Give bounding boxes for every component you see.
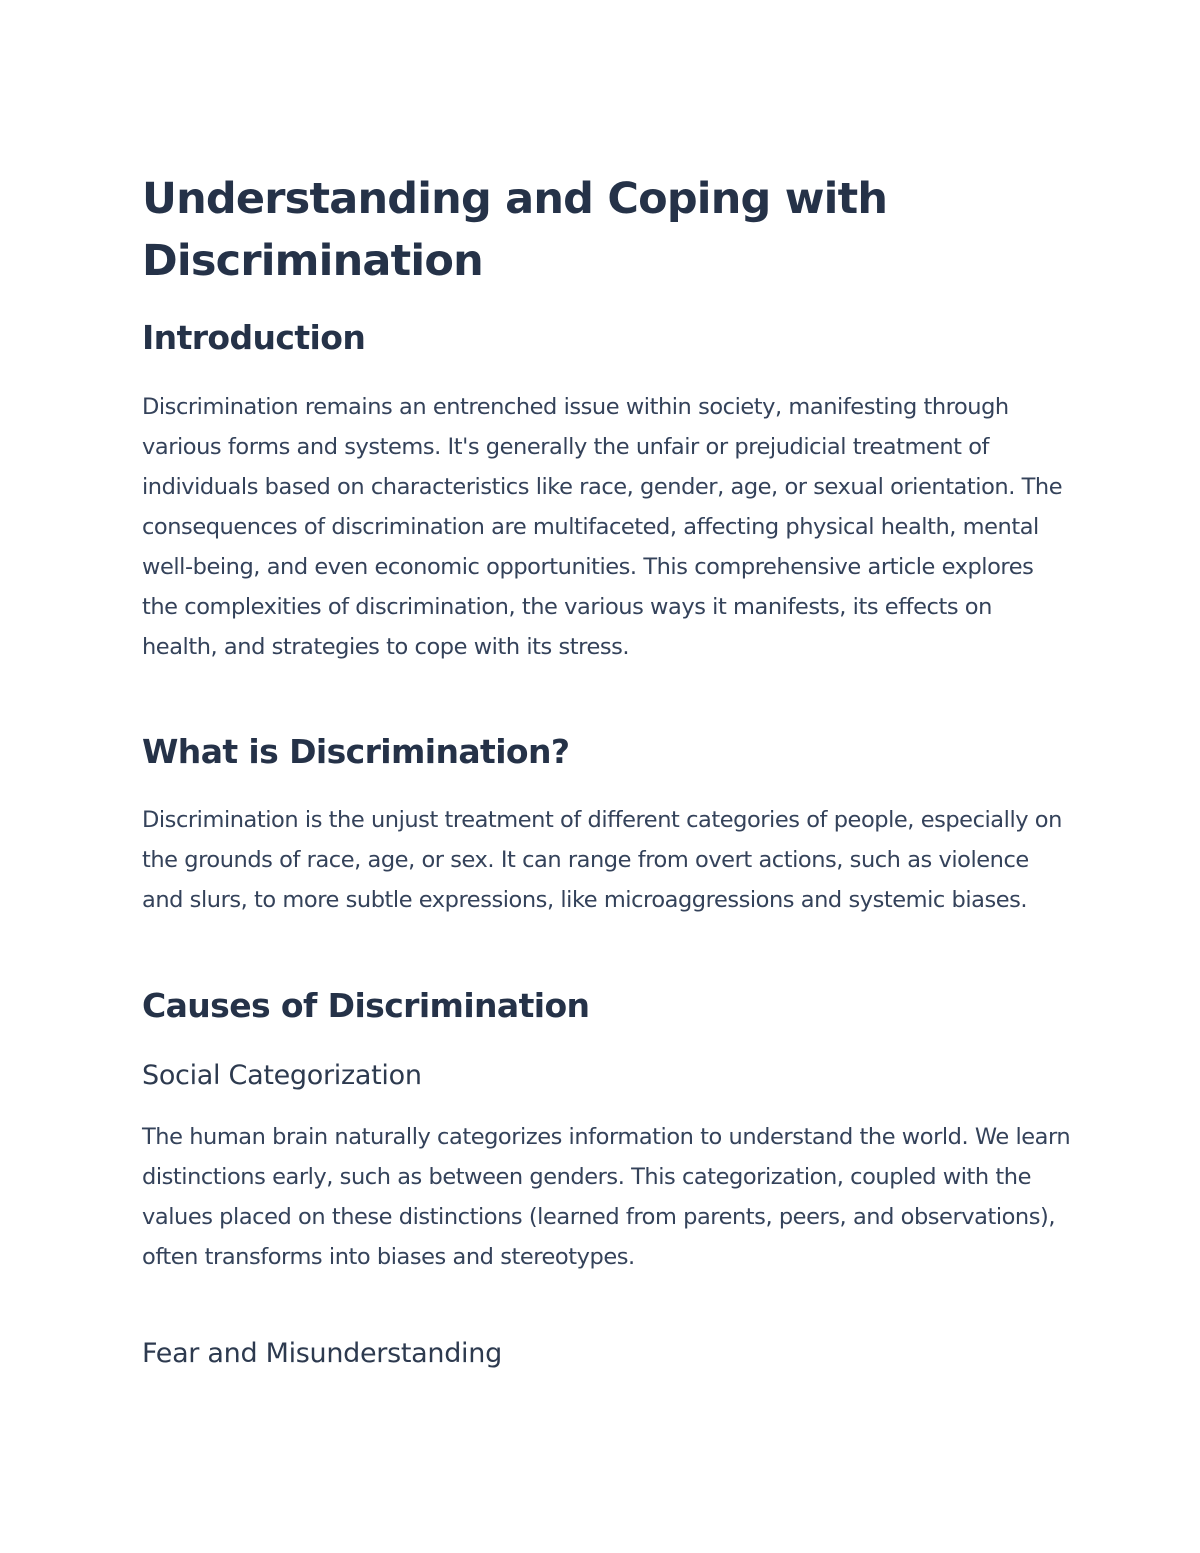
heading-causes-of-discrimination: Causes of Discrimination (142, 986, 590, 1025)
paragraph-what-is-discrimination: Discrimination is the unjust treatment of different categories of people, especially on the grounds of race, age, or sex. It can range from overt actions, such as violence and slurs, to more subtle expressions, like microaggressions and systemic biases. (142, 807, 1062, 913)
heading-what-is-discrimination: What is Discrimination? (142, 732, 570, 771)
subheading-social-categorization: Social Categorization (142, 1060, 422, 1091)
document-title: Understanding and Coping with Discrimination (142, 174, 888, 286)
paragraph-introduction: Discrimination remains an entrenched issue within society, manifesting through various forms and systems. It's generally the unfair or prejudicial treatment of individuals based on characteristics like race, gender, age, or sexual orientation. The consequences of discrimination are multifaceted, affecting physical health, mental well-being, and even economic opportunities. This comprehensive article explores the complexities of discrimination, the various ways it manifests, its effects on health, and strategies to cope with its stress. (142, 394, 1063, 660)
heading-introduction: Introduction (142, 318, 366, 357)
paragraph-social-categorization: The human brain naturally categorizes information to understand the world. We learn distinctions early, such as between genders. This categorization, coupled with the values placed on these distinctions (learned from parents, peers, and observations), often transforms into biases and stereotypes. (142, 1124, 1071, 1270)
subheading-fear-and-misunderstanding: Fear and Misunderstanding (142, 1338, 502, 1369)
